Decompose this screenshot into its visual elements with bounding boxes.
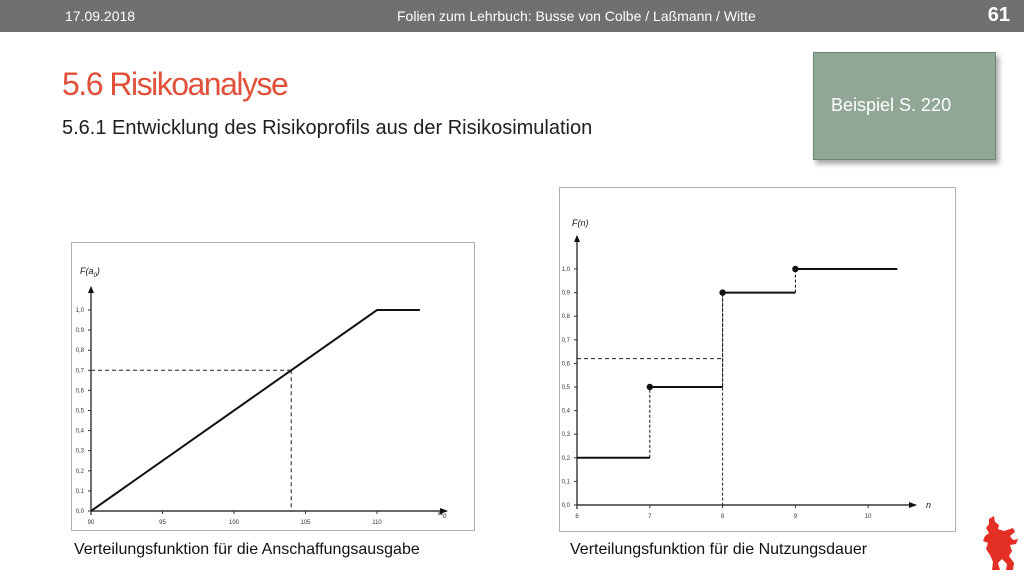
y-tick-label: 0,7 — [75, 368, 84, 375]
y-tick-label: 1,0 — [561, 267, 570, 273]
x-tick-label: 6 — [575, 514, 579, 520]
y-tick-label: 0,5 — [75, 408, 84, 415]
y-tick-label: 0,5 — [561, 385, 570, 391]
caption-nutzungsdauer: Verteilungsfunktion für die Nutzungsdauer — [570, 541, 868, 558]
chart-nutzungsdauer — [559, 187, 956, 532]
x-axis-arrow — [909, 502, 917, 508]
y-tick-label: 0,3 — [561, 432, 570, 439]
slide-subtitle: 5.6.1 Entwicklung des Risikoprofils aus der Risikosimulation — [62, 117, 593, 139]
y-tick-label: 0,2 — [561, 455, 570, 462]
x-tick-label: 110 — [372, 520, 382, 526]
x-tick-label: 90 — [87, 520, 95, 526]
berlin-bear-icon — [980, 515, 1020, 573]
y-tick-label: 1,0 — [75, 308, 84, 314]
x-axis-label: n — [926, 500, 932, 510]
example-badge-label: Beispiel S. 220 — [831, 95, 952, 115]
y-tick-label: 0,1 — [561, 479, 570, 486]
y-tick-label: 0,6 — [75, 388, 84, 395]
y-tick-label: 0,6 — [561, 361, 570, 368]
example-badge — [813, 52, 996, 160]
chart-nutzungsdauer-svg — [560, 188, 957, 533]
y-axis-label: $F(a_0)$ — [80, 266, 100, 279]
slide-title: 5.6 Risikoanalyse — [62, 66, 288, 102]
step-point — [792, 266, 798, 272]
chart-anschaffungsausgabe-svg — [72, 243, 476, 532]
x-tick-label: 100 — [228, 520, 240, 526]
caption-anschaffungsausgabe: Verteilungsfunktion für die Anschaffungsausgabe — [74, 541, 420, 558]
header-source: Folien zum Lehrbuch: Busse von Colbe / Laßmann / Witte — [397, 8, 756, 24]
y-tick-label: 0,4 — [75, 428, 84, 435]
x-tick-label: 7 — [648, 514, 652, 520]
y-tick-label: 0,0 — [561, 503, 570, 509]
y-tick-label: 0,2 — [75, 468, 84, 475]
header-bar — [0, 0, 1024, 32]
y-tick-label: 0,8 — [75, 348, 84, 355]
y-tick-label: 0,0 — [75, 509, 84, 515]
chart-anschaffungsausgabe — [71, 242, 475, 531]
x-tick-label: 10 — [864, 514, 872, 520]
page-number: 61 — [987, 4, 1010, 26]
y-tick-label: 0,8 — [561, 314, 570, 321]
x-tick-label: 9 — [793, 514, 798, 520]
y-tick-label: 0,1 — [75, 488, 84, 495]
x-tick-label: 8 — [720, 514, 725, 520]
distribution-line — [91, 310, 420, 511]
y-axis-arrow — [88, 286, 94, 293]
y-tick-label: 0,3 — [75, 448, 84, 455]
y-tick-label: 0,9 — [561, 290, 570, 297]
y-tick-label: 0,7 — [561, 337, 570, 344]
header-date: 17.09.2018 — [65, 8, 136, 24]
x-tick-label: 105 — [300, 520, 311, 526]
y-axis-label: F(n) — [572, 218, 589, 228]
x-axis-label: $a_0$ — [438, 507, 447, 520]
x-tick-label: 95 — [159, 520, 166, 526]
y-axis-arrow — [574, 235, 580, 242]
step-point — [647, 384, 653, 390]
y-tick-label: 0,9 — [75, 328, 84, 335]
y-tick-label: 0,4 — [561, 408, 570, 415]
